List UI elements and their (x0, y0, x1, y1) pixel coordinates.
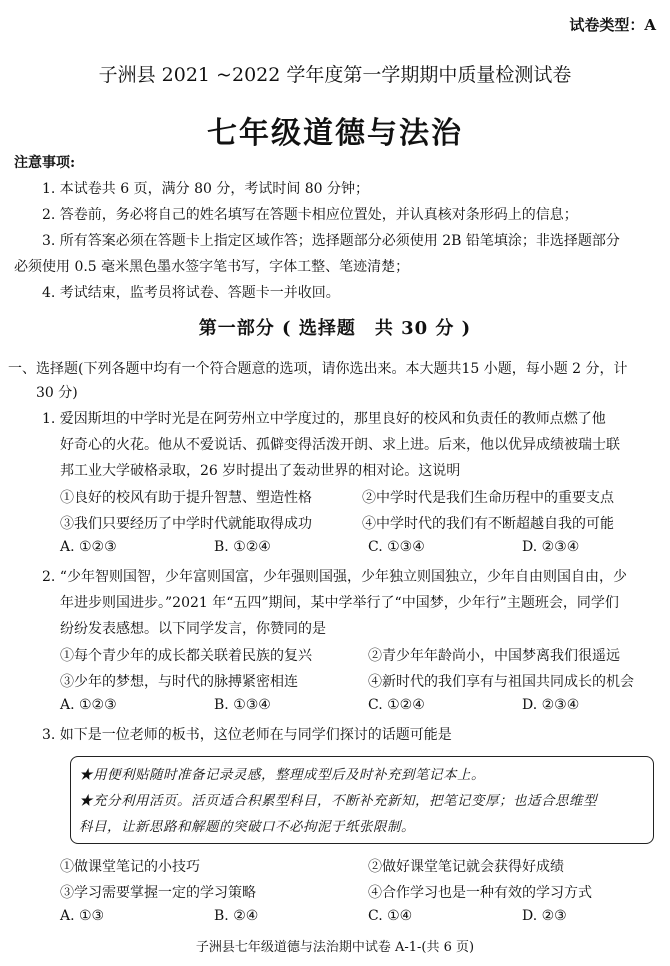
question-2-choice-b: B. ①③④ (214, 697, 271, 713)
note-item: 3. 所有答案必须在答题卡上指定区域作答；选择题部分必须使用 2B 铅笔填涂；非选择题部分 (42, 233, 620, 249)
question-2-choice-a: A. ①②③ (60, 697, 117, 713)
question-3-choice-a: A. ①③ (60, 908, 105, 924)
question-1-statement: ②中学时代是我们生命历程中的重要支点 (362, 490, 614, 506)
question-1-statement: ③我们只要经历了中学时代就能取得成功 (60, 516, 312, 532)
question-2-statement: ②青少年年龄尚小，中国梦离我们很遥远 (368, 648, 620, 664)
note-item: 2. 答卷前，务必将自己的姓名填写在答题卡相应位置处，并认真核对条形码上的信息； (42, 207, 578, 223)
question-3-text: 3. 如下是一位老师的板书，这位老师在与同学们探讨的话题可能是 (42, 727, 452, 743)
question-2-statement: ①每个青少年的成长都关联着民族的复兴 (60, 648, 312, 664)
question-1-choice-b: B. ①②④ (214, 539, 271, 555)
board-line: ★用便利贴随时准备记录灵感，整理成型后及时补充到笔记本上。 (79, 767, 485, 783)
question-1-choice-a: A. ①②③ (60, 539, 117, 555)
question-2-statement: ④新时代的我们享有与祖国共同成长的机会 (368, 674, 634, 690)
paper-type-label: 试卷类型：A (569, 16, 656, 34)
exam-title: 子洲县 2021 ~2022 学年度第一学期期中质量检测试卷 (98, 64, 572, 86)
section-instruction: 30 分) (36, 385, 78, 401)
note-item: 1. 本试卷共 6 页，满分 80 分，考试时间 80 分钟； (42, 181, 370, 197)
question-3-statement: ①做课堂笔记的小技巧 (60, 859, 200, 875)
note-item: 4. 考试结束，监考员将试卷、答题卡一并收回。 (42, 285, 340, 301)
question-1-text: 好奇心的火花。他从不爱说话、孤僻变得活泼开朗、求上进。后来，他以优异成绩被瑞士联 (60, 437, 620, 453)
question-2-text: 年进步则国进步。”2021 年“五四”期间，某中学举行了“中国梦，少年行”主题班会，同学们 (60, 595, 619, 611)
board-line: 科目，让新思路和解题的突破口不必拘泥于纸张限制。 (79, 819, 415, 835)
question-3-statement: ④合作学习也是一种有效的学习方式 (368, 885, 592, 901)
question-3-choice-b: B. ②④ (214, 908, 259, 924)
blackboard-note-box (70, 756, 654, 844)
question-3-statement: ②做好课堂笔记就会获得好成绩 (368, 859, 564, 875)
question-3-choice-c: C. ①④ (368, 908, 413, 924)
section-instruction: 一、选择题(下列各题中均有一个符合题意的选项，请你选出来。本大题共15 小题，每小题 2 分，计 (8, 361, 628, 377)
part-title: 第一部分 ( 选择题 共 30 分 ) (198, 318, 472, 339)
question-2-text: 纷纷发表感想。以下同学发言，你赞同的是 (60, 621, 326, 637)
question-1-text: 邦工业大学破格录取，26 岁时提出了轰动世界的相对论。这说明 (60, 463, 461, 479)
question-2-statement: ③少年的梦想，与时代的脉搏紧密相连 (60, 674, 298, 690)
page-footer: 子洲县七年级道德与法治期中试卷 A-1-(共 6 页) (195, 940, 475, 955)
question-1-choice-c: C. ①③④ (368, 539, 425, 555)
question-2-choice-d: D. ②③④ (522, 697, 580, 713)
question-1-statement: ④中学时代的我们有不断超越自我的可能 (362, 516, 614, 532)
question-1-choice-d: D. ②③④ (522, 539, 580, 555)
note-item: 必须使用 0.5 毫米黑色墨水签字笔书写，字体工整、笔迹清楚； (14, 259, 410, 275)
question-1-statement: ①良好的校风有助于提升智慧、塑造性格 (60, 490, 312, 506)
question-2-text: 2. “少年智则国智，少年富则国富，少年强则国强，少年独立则国独立，少年自由则国自由，少 (42, 569, 627, 585)
board-line: ★充分利用活页。活页适合积累型科目，不断补充新知，把笔记变厚；也适合思维型 (79, 793, 597, 809)
subject-title: 七年级道德与法治 (207, 116, 463, 151)
question-2-choice-c: C. ①②④ (368, 697, 425, 713)
question-1-text: 1. 爱因斯坦的中学时光是在阿劳州立中学度过的，那里良好的校风和负责任的教师点燃了他 (42, 411, 606, 427)
question-3-statement: ③学习需要掌握一定的学习策略 (60, 885, 256, 901)
notes-heading: 注意事项: (14, 155, 76, 171)
question-3-choice-d: D. ②③ (522, 908, 567, 924)
